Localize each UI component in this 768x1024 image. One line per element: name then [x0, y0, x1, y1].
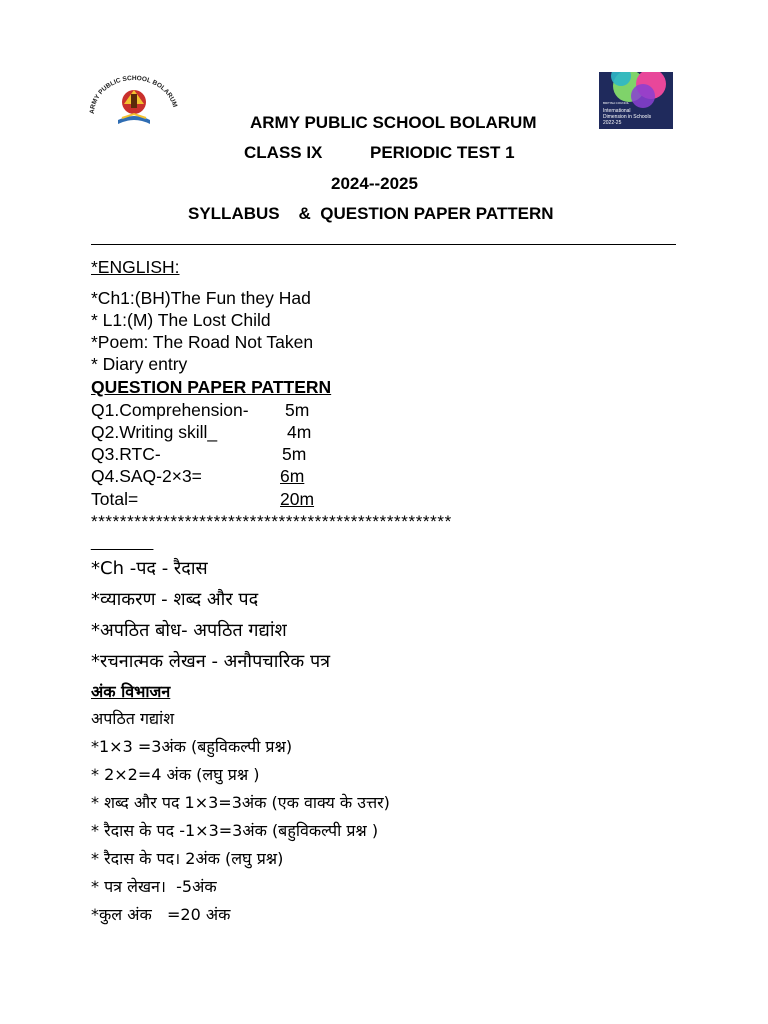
marks-item: * शब्द और पद 1×3=3अंक (एक वाक्य के उत्तर) — [91, 793, 390, 812]
english-syllabus-item: * Diary entry — [91, 354, 188, 374]
hindi-syllabus-item: *व्याकरण - शब्द और पद — [91, 589, 259, 610]
marks-item: * रैदास के पद -1×3=3अंक (बहुविकल्पी प्रश्न ) — [91, 821, 379, 840]
svg-text:BRITISH COUNCIL: BRITISH COUNCIL — [603, 101, 630, 105]
school-logo — [86, 74, 182, 130]
hindi-syllabus-item: *अपठित बोध- अपठित गद्यांश — [91, 620, 287, 641]
svg-text:International: International — [603, 108, 631, 114]
pattern-row-label: Q4.SAQ-2×3= — [91, 466, 202, 486]
question-paper-pattern-heading: QUESTION PAPER PATTERN — [91, 377, 332, 397]
header-divider — [91, 244, 676, 245]
marks-subheading: अपठित गद्यांश — [91, 709, 175, 728]
marks-item: *1×3 =3अंक (बहुविकल्पी प्रश्न) — [91, 737, 293, 756]
svg-text:Dimension in Schools: Dimension in Schools — [603, 114, 652, 120]
pattern-row-marks: 6m — [280, 466, 305, 486]
svg-text:ARMY PUBLIC SCHOOL BOLARUM: ARMY PUBLIC SCHOOL BOLARUM — [88, 74, 179, 115]
english-syllabus-item: *Poem: The Road Not Taken — [91, 332, 314, 352]
english-heading: *ENGLISH: — [91, 257, 180, 277]
page-title: SYLLABUS & QUESTION PAPER PATTERN — [188, 204, 554, 223]
test-label: PERIODIC TEST 1 — [370, 143, 515, 162]
hindi-syllabus-item: *Ch -पद - रैदास — [91, 558, 208, 579]
marks-item: * पत्र लेखन। -5अंक — [91, 877, 217, 896]
english-syllabus-item: *Ch1:(BH)The Fun they Had — [91, 288, 311, 308]
pattern-row-label: Q1.Comprehension- — [91, 400, 249, 420]
pattern-row-label: Q2.Writing skill_ — [91, 422, 218, 442]
academic-year: 2024--2025 — [331, 174, 418, 193]
pattern-row-marks: 5m — [282, 444, 307, 464]
school-name: ARMY PUBLIC SCHOOL BOLARUM — [250, 113, 537, 132]
pattern-total-label: Total= — [91, 489, 139, 509]
marks-item: * 2×2=4 अंक (लघु प्रश्न ) — [91, 765, 260, 784]
short-rule: _______ — [91, 534, 154, 551]
hindi-syllabus-item: *रचनात्मक लेखन - अनौपचारिक पत्र — [91, 651, 331, 672]
english-syllabus-item: * L1:(M) The Lost Child — [91, 310, 271, 330]
total-marks: *कुल अंक =20 अंक — [91, 905, 231, 924]
class-label: CLASS IX — [244, 143, 323, 162]
ids-logo — [599, 72, 673, 129]
marks-distribution-heading: अंक विभाजन — [91, 682, 171, 701]
star-separator: ************************************************** — [91, 512, 452, 531]
pattern-total-marks: 20m — [280, 489, 315, 509]
pattern-row-marks: 5m — [285, 400, 310, 420]
svg-text:2022-25: 2022-25 — [603, 120, 622, 126]
pattern-row-marks: 4m — [287, 422, 312, 442]
pattern-row-label: Q3.RTC- — [91, 444, 161, 464]
marks-item: * रैदास के पद। 2अंक (लघु प्रश्न) — [91, 849, 284, 868]
